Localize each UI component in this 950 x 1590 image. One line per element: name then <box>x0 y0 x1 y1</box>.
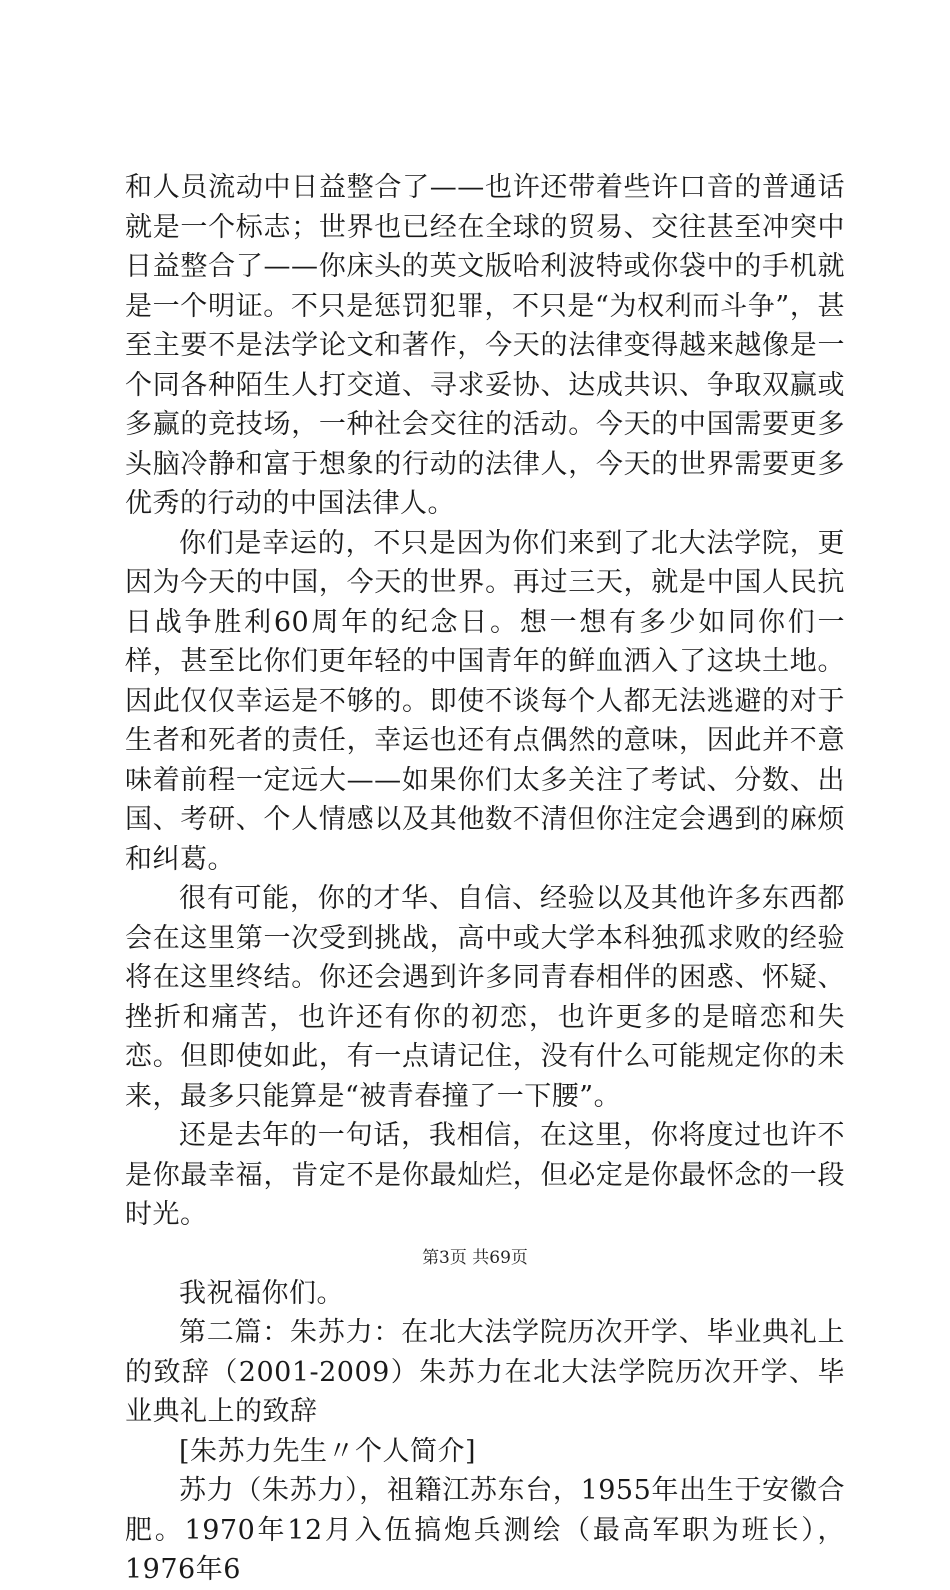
section-heading-part-two: 第二篇：朱苏力：在北大法学院历次开学、毕业典礼上的致辞（2001-2009）朱苏力在北大法学院历次开学、毕业典礼上的致辞 <box>125 1317 845 1427</box>
document-body <box>125 168 845 1590</box>
paragraph-3: 很有可能，你的才华、自信、经验以及其他许多东西都会在这里第一次受到挑战，高中或大学本科独孤求败的经验将在这里终结。你还会遇到许多同青春相伴的困惑、怀疑、挫折和痛苦，也许还有你的初恋，也许更多的是暗恋和失恋。但即使如此，有一点请记住，没有什么可能规定你的未来，最多只能算是“被青春撞了一下腰”。 <box>125 883 845 1112</box>
paragraph-5: 我祝福你们。 <box>179 1277 344 1309</box>
paragraph-4: 还是去年的一句话，我相信，在这里，你将度过也许不是你最幸福，肯定不是你最灿烂，但必定是你最怀念的一段时光。 <box>125 1120 845 1230</box>
paragraph-1: 和人员流动中日益整合了——也许还带着些许口音的普通话就是一个标志；世界也已经在全球的贸易、交往甚至冲突中日益整合了——你床头的英文版哈利波特或你袋中的手机就是一个明证。不只是惩罚犯罪，不只是“为权利而斗争”，甚至主要不是法学论文和著作，今天的法律变得越来越像是一个同各种陌生人打交道、寻求妥协、达成共识、争取双赢或多赢的竞技场，一种社会交往的活动。今天的中国需要更多头脑冷静和富于想象的行动的法律人，今天的世界需要更多优秀的行动的中国法律人。 <box>125 172 845 519</box>
paragraph-2: 你们是幸运的，不只是因为你们来到了北大法学院，更因为今天的中国，今天的世界。再过三天，就是中国人民抗日战争胜利60周年的纪念日。想一想有多少如同你们一样，甚至比你们更年轻的中国青年的鲜血洒入了这块土地。因此仅仅幸运是不够的。即使不谈每个人都无法逃避的对于生者和死者的责任，幸运也还有点偶然的意味，因此并不意味着前程一定远大——如果你们太多关注了考试、分数、出国、考研、个人情感以及其他数不清但你注定会遇到的麻烦和纠葛。 <box>125 527 845 875</box>
bio-heading: [朱苏力先生〃个人简介] <box>179 1435 477 1467</box>
bio-paragraph: 苏力（朱苏力），祖籍江苏东台，1955年出生于安徽合肥。1970年12月入伍搞炮兵测绘（最高军职为班长），1976年6 <box>125 1475 845 1585</box>
page-footer: 第3页 共69页 <box>422 1248 528 1268</box>
